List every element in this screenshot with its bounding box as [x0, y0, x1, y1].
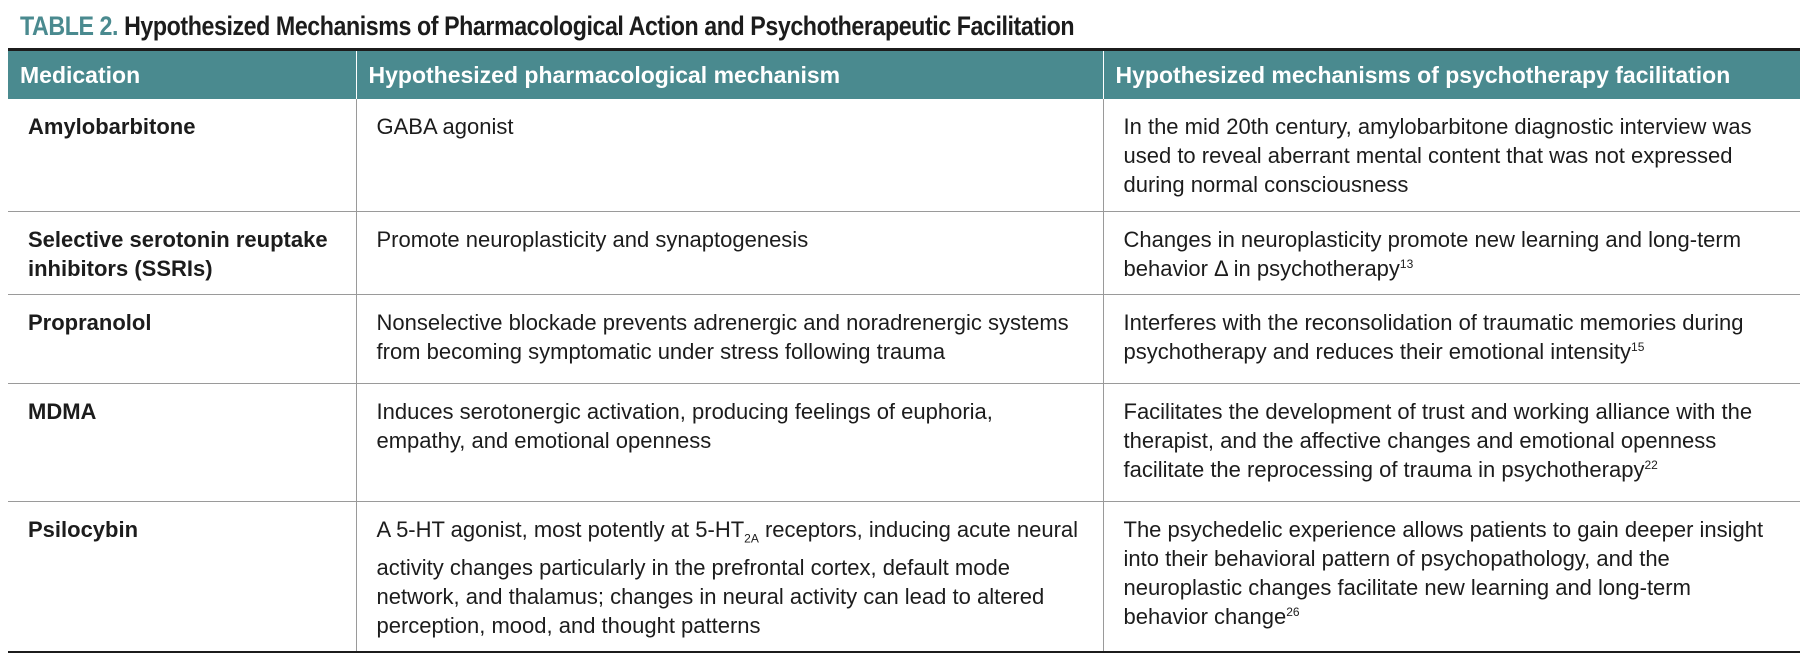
- mechanism-cell: GABA agonist: [356, 99, 1103, 212]
- table-row: [8, 502, 1800, 653]
- table-row: [8, 384, 1800, 502]
- table-row: [8, 212, 1800, 295]
- mechanism-cell: Nonselective blockade prevents adrenergic and noradrenergic systems from becoming symptomatic under stress following trauma: [356, 295, 1103, 384]
- mechanism-cell: Induces serotonergic activation, producing feelings of euphoria, empathy, and emotional openness: [356, 384, 1103, 502]
- facilitation-text: In the mid 20th century, amylobarbitone diagnostic interview was used to reveal aberrant mental content that was not expressed during normal consciousness: [1123, 114, 1752, 197]
- medication-cell: Selective serotonin reuptake inhibitors (SSRIs): [8, 212, 356, 295]
- receptor-subscript: 2A: [744, 531, 759, 546]
- reference-superscript: 13: [1399, 257, 1414, 271]
- facilitation-text: Interferes with the reconsolidation of traumatic memories during psychotherapy and reduces their emotional intensity: [1123, 310, 1744, 364]
- table-title: [20, 6, 1074, 46]
- medication-cell: Propranolol: [8, 295, 356, 384]
- medication-cell: Amylobarbitone: [8, 99, 356, 212]
- header-pharmacological-mechanism: Hypothesized pharmacological mechanism: [356, 51, 1103, 99]
- facilitation-cell: [1103, 212, 1800, 295]
- mechanism-cell: Promote neuroplasticity and synaptogenesis: [356, 212, 1103, 295]
- table-row: [8, 295, 1800, 384]
- reference-superscript: 22: [1644, 458, 1658, 472]
- medication-cell: Psilocybin: [8, 502, 356, 653]
- reference-superscript: 15: [1631, 340, 1645, 354]
- medication-cell: MDMA: [8, 384, 356, 502]
- facilitation-text: The psychedelic experience allows patients to gain deeper insight into their behavioral pattern of psychopathology, and the neuroplastic changes facilitate new learning and long-term behavior change: [1123, 517, 1764, 629]
- mechanism-text-post: receptors, inducing acute neural activity changes particularly in the prefrontal cortex, default mode network, and thalamus; changes in neural activity can lead to altered perception, mood, and thought patterns: [376, 517, 1079, 639]
- table-caption: Hypothesized Mechanisms of Pharmacological Action and Psychotherapeutic Facilitation: [124, 11, 1075, 41]
- facilitation-cell: [1103, 295, 1800, 384]
- mechanism-cell: [356, 502, 1103, 653]
- mechanism-text-pre: A 5-HT agonist, most potently at 5-HT: [376, 517, 745, 542]
- facilitation-cell: [1103, 384, 1800, 502]
- mechanisms-table: [8, 51, 1800, 653]
- header-row: [8, 51, 1800, 99]
- header-psychotherapy-facilitation: Hypothesized mechanisms of psychotherapy facilitation: [1103, 51, 1800, 99]
- table-row: [8, 99, 1800, 212]
- table-label: TABLE 2.: [20, 11, 119, 41]
- facilitation-cell: [1103, 502, 1800, 653]
- facilitation-text: Changes in neuroplasticity promote new learning and long-term behavior Δ in psychotherapy: [1123, 227, 1742, 281]
- header-medication: Medication: [8, 51, 356, 99]
- facilitation-text: Facilitates the development of trust and working alliance with the therapist, and the affective changes and emotional openness facilitate the reprocessing of trauma in psychotherapy: [1123, 399, 1753, 482]
- reference-superscript: 26: [1286, 605, 1300, 619]
- facilitation-cell: [1103, 99, 1800, 212]
